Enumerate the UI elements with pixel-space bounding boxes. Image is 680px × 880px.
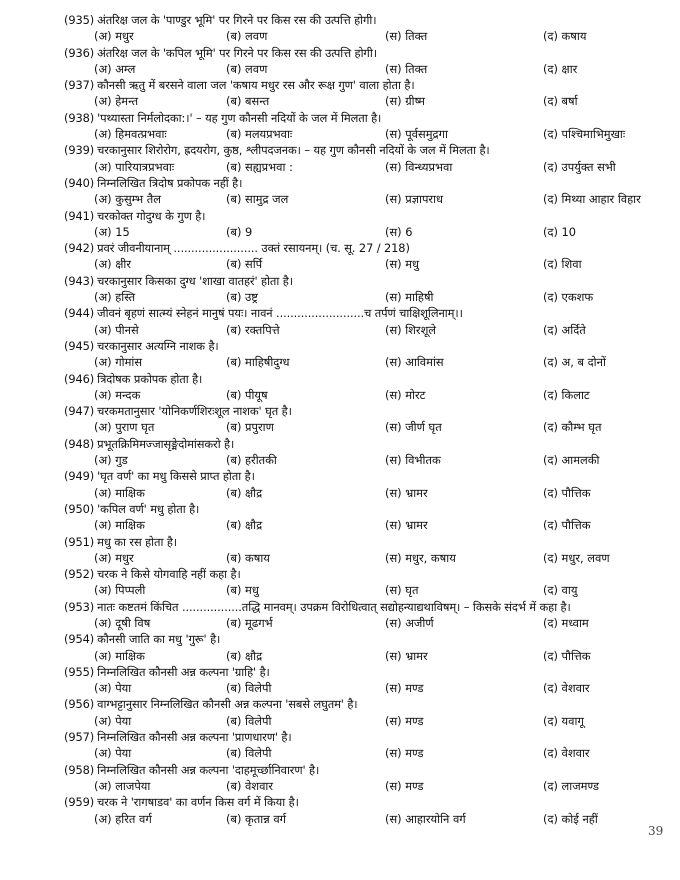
option-b: (ब) मूढगर्भ — [226, 615, 273, 630]
option-a: (अ) मन्दक — [94, 387, 141, 402]
option-a: (अ) 15 — [94, 224, 130, 239]
question-text: 'घृत वर्ण' का मधु किससे प्राप्त होता है। — [97, 469, 255, 484]
question-line — [0, 12, 680, 28]
question-item — [0, 436, 680, 469]
question-item — [0, 664, 680, 697]
option-d: (द) एकशफ — [543, 290, 594, 305]
question-line — [0, 371, 680, 387]
option-d: (द) मधुर, लवण — [543, 550, 610, 565]
option-c: (स) विन्ध्यप्रभवा — [385, 159, 453, 174]
question-item — [0, 45, 680, 78]
question-item — [0, 566, 680, 599]
option-d: (द) अ, ब दोनों — [543, 355, 606, 370]
option-a: (अ) पुराण घृत — [94, 420, 155, 435]
option-a: (अ) पेया — [94, 681, 132, 696]
option-c: (स) पूर्वसमुद्रगा — [385, 127, 448, 142]
question-list — [0, 12, 680, 827]
question-line — [0, 77, 680, 93]
option-d: (द) कोई नहीं — [543, 811, 598, 826]
question-text: 'कपिल वर्ण' मधु होता है। — [97, 501, 200, 516]
option-a: (अ) क्षीर — [94, 257, 131, 272]
option-a: (अ) गुड — [94, 453, 128, 468]
question-item — [0, 631, 680, 664]
question-number: (938) — [64, 110, 95, 125]
question-number: (951) — [64, 534, 95, 549]
question-item — [0, 175, 680, 208]
option-d: (द) क्षार — [543, 61, 578, 76]
option-c: (स) माहिषी — [385, 290, 434, 305]
options-row — [0, 126, 680, 142]
option-c: (स) 6 — [385, 224, 413, 239]
option-d: (द) कौम्भ घृत — [543, 420, 602, 435]
option-a: (अ) पीनसे — [94, 322, 139, 337]
option-b: (ब) लवण — [226, 61, 268, 76]
question-number: (950) — [64, 501, 95, 516]
option-a: (अ) पिप्पली — [94, 583, 146, 598]
option-a: (अ) हिमवत्प्रभवाः — [94, 127, 167, 142]
option-c: (स) भ्रामर — [385, 648, 428, 663]
question-item — [0, 110, 680, 143]
option-d: (द) मिथ्या आहार विहार — [543, 192, 641, 207]
options-row — [0, 256, 680, 272]
question-line — [0, 729, 680, 745]
option-b: (ब) विलेपी — [226, 713, 272, 728]
option-c: (स) शिरशूले — [385, 322, 437, 337]
question-line — [0, 45, 680, 61]
question-line — [0, 403, 680, 419]
option-b: (ब) मधु — [226, 583, 259, 598]
option-c: (स) विभीतक — [385, 453, 441, 468]
option-a: (अ) मधुर — [94, 29, 134, 44]
question-line — [0, 534, 680, 550]
question-line — [0, 208, 680, 224]
question-number: (941) — [64, 208, 95, 223]
options-row — [0, 713, 680, 729]
question-text: 'पथ्यास्ता निर्मलोदका:।' – यह गुण कौनसी नदियों के जल में मिलता है। — [97, 110, 382, 125]
options-row — [0, 452, 680, 468]
option-c: (स) जीर्ण घृत — [385, 420, 442, 435]
options-row — [0, 93, 680, 109]
question-text: चरकमतानुसार 'योनिकर्णशिरःशूल नाशक' घृत है। — [97, 404, 292, 419]
option-a: (अ) गोमांस — [94, 355, 143, 370]
option-d: (द) पश्चिमाभिमुखाः — [543, 127, 626, 142]
option-a: (अ) हेमन्त — [94, 94, 139, 109]
option-a: (अ) पेया — [94, 713, 132, 728]
question-text: निम्नलिखित त्रिदोष प्रकोपक नहीं है। — [97, 175, 243, 190]
question-item — [0, 403, 680, 436]
option-b: (ब) क्षौद्र — [226, 485, 263, 500]
option-c: (स) मोरट — [385, 387, 426, 402]
option-a: (अ) माक्षिक — [94, 485, 145, 500]
options-row — [0, 615, 680, 631]
option-c: (स) ग्रीष्म — [385, 94, 425, 109]
options-row — [0, 485, 680, 501]
option-d: (द) पौत्तिक — [543, 485, 591, 500]
option-b: (ब) माहिषीदुग्ध — [226, 355, 290, 370]
question-text: प्रभूतक्रिमिमज्जासृङ्मेदोमांसकरो है। — [97, 436, 235, 451]
options-row — [0, 224, 680, 240]
question-line — [0, 110, 680, 126]
question-text: चरकानुसार किसका दुग्ध 'शाखा वातहरं' होता है। — [97, 273, 293, 288]
option-d: (द) किलाट — [543, 387, 590, 402]
question-item — [0, 794, 680, 827]
question-item — [0, 142, 680, 175]
option-c: (स) तिक्त — [385, 61, 428, 76]
option-c: (स) तिक्त — [385, 29, 428, 44]
question-item — [0, 77, 680, 110]
question-text: निम्नलिखित कौनसी अन्न कल्पना 'ग्राहि' है। — [97, 664, 270, 679]
options-row — [0, 419, 680, 435]
option-a: (अ) हस्ति — [94, 290, 136, 305]
option-d: (द) पौत्तिक — [543, 518, 591, 533]
question-text: त्रिदोषक प्रकोपक होता है। — [97, 371, 203, 386]
option-d: (द) कषाय — [543, 29, 587, 44]
question-line — [0, 599, 680, 615]
option-c: (स) भ्रामर — [385, 518, 428, 533]
question-text: निम्नलिखित कौनसी अन्न कल्पना 'प्राणधारण' है। — [97, 730, 292, 745]
option-a: (अ) कुसुम्भ तैल — [94, 192, 161, 207]
option-b: (ब) कषाय — [226, 550, 270, 565]
question-number: (949) — [64, 469, 95, 484]
option-d: (द) यवागू — [543, 713, 584, 728]
question-line — [0, 501, 680, 517]
option-d: (द) वेशवार — [543, 681, 590, 696]
question-item — [0, 338, 680, 371]
option-b: (ब) क्षौद्र — [226, 518, 263, 533]
option-a: (अ) दूषी विष — [94, 615, 151, 630]
options-row — [0, 289, 680, 305]
question-number: (952) — [64, 567, 95, 582]
question-text: प्रवरं जीवनीयानाम् ........................ उक्तं रसायनम्। (च. सू. 27 / 218) — [97, 241, 410, 256]
option-c: (स) आहारयोनि वर्ग — [385, 811, 466, 826]
question-number: (944) — [64, 306, 95, 321]
question-number: (937) — [64, 78, 95, 93]
question-item — [0, 468, 680, 501]
question-item — [0, 729, 680, 762]
question-line — [0, 142, 680, 158]
option-d: (द) अर्दिते — [543, 322, 586, 337]
question-line — [0, 696, 680, 712]
question-number: (935) — [64, 13, 95, 27]
question-number: (936) — [64, 45, 95, 60]
option-d: (द) शिवा — [543, 257, 582, 272]
options-row — [0, 582, 680, 598]
option-d: (द) बर्षा — [543, 94, 578, 109]
option-b: (ब) 9 — [226, 224, 253, 239]
question-line — [0, 273, 680, 289]
question-line — [0, 664, 680, 680]
question-text: निम्नलिखित कौनसी अन्न कल्पना 'दाहमूर्च्छानिवारण' है। — [97, 762, 320, 777]
page-number: 39 — [648, 824, 664, 838]
option-b: (ब) वेशवार — [226, 778, 274, 793]
options-row — [0, 745, 680, 761]
option-d: (द) पौत्तिक — [543, 648, 591, 663]
option-c: (स) घृत — [385, 583, 419, 598]
question-text: चरकानुसार शिरोरोग, ह्रदयरोग, कुष्ठ, श्लीपदजनक। – यह गुण कौनसी नदियों के जल में मिलता है। — [97, 143, 490, 158]
option-b: (ब) लवण — [226, 29, 268, 44]
option-d: (द) मध्वाम — [543, 615, 589, 630]
option-a: (अ) माक्षिक — [94, 648, 145, 663]
question-item — [0, 12, 680, 45]
option-c: (स) प्रज्ञापराध — [385, 192, 444, 207]
options-row — [0, 159, 680, 175]
question-number: (939) — [64, 143, 95, 158]
question-text: कौनसी जाति का मधु 'गुरू' है। — [97, 632, 221, 647]
question-text: नातः कष्टतमं किंचित .................तद्धि मानवम्। उपक्रम विरोधित्वात् सद्योहन्याद्यथाविषम्। – किसके संदर्भ में कहा है। — [97, 599, 571, 614]
option-b: (ब) हरीतकी — [226, 453, 277, 468]
question-line — [0, 762, 680, 778]
options-row — [0, 354, 680, 370]
question-line — [0, 436, 680, 452]
question-number: (947) — [64, 404, 95, 419]
question-text: चरकानुसार अत्यग्नि नाशक है। — [97, 338, 219, 353]
options-row — [0, 648, 680, 664]
question-text: वाग्भट्टानुसार निम्नलिखित कौनसी अन्न कल्पना 'सबसे लघुतम' है। — [97, 697, 358, 712]
option-b: (ब) कृतान्न वर्ग — [226, 811, 287, 826]
question-line — [0, 305, 680, 321]
option-b: (ब) बसन्त — [226, 94, 270, 109]
options-row — [0, 811, 680, 827]
option-d: (द) उपर्युक्त सभी — [543, 159, 616, 174]
option-c: (स) मण्ड — [385, 713, 424, 728]
question-item — [0, 305, 680, 338]
question-number: (955) — [64, 664, 95, 679]
option-c: (स) मण्ड — [385, 681, 424, 696]
question-item — [0, 208, 680, 241]
option-b: (ब) सामुद्र जल — [226, 192, 289, 207]
question-line — [0, 631, 680, 647]
question-item — [0, 534, 680, 567]
option-a: (अ) माक्षिक — [94, 518, 145, 533]
options-row — [0, 680, 680, 696]
question-line — [0, 175, 680, 191]
option-b: (ब) सह्यप्रभवा : — [226, 159, 293, 174]
question-item — [0, 240, 680, 273]
question-item — [0, 762, 680, 795]
option-c: (स) मधु — [385, 257, 420, 272]
option-a: (अ) हरित वर्ग — [94, 811, 152, 826]
option-a: (अ) अम्ल — [94, 61, 136, 76]
question-line — [0, 794, 680, 810]
question-line — [0, 338, 680, 354]
option-d: (द) वेशवार — [543, 746, 590, 761]
option-a: (अ) पारियात्रप्रभवाः — [94, 159, 175, 174]
question-text: चरकोक्त गोदुग्ध के गुण है। — [97, 208, 206, 223]
question-number: (956) — [64, 697, 95, 712]
option-d: (द) आमलकी — [543, 453, 600, 468]
question-number: (945) — [64, 338, 95, 353]
question-number: (943) — [64, 273, 95, 288]
question-number: (957) — [64, 730, 95, 745]
question-number: (942) — [64, 241, 95, 256]
question-number: (958) — [64, 762, 95, 777]
option-d: (द) लाजमण्ड — [543, 778, 599, 793]
question-text: जीवनं बृहणं सात्म्यं स्नेहनं मानुषं पयः। नावनं .........................च तर्पणं चाक्षिशूलिनाम्।। — [97, 306, 463, 321]
options-row — [0, 61, 680, 77]
question-item — [0, 696, 680, 729]
question-number: (953) — [64, 599, 95, 614]
options-row — [0, 387, 680, 403]
question-number: (954) — [64, 632, 95, 647]
question-text: मधु का रस होता है। — [97, 534, 178, 549]
option-c: (स) मधुर, कषाय — [385, 550, 456, 565]
option-c: (स) मण्ड — [385, 778, 424, 793]
option-a: (अ) मधुर — [94, 550, 134, 565]
option-b: (ब) क्षौद्र — [226, 648, 263, 663]
question-item — [0, 599, 680, 632]
question-number: (959) — [64, 795, 95, 810]
option-c: (स) आविमांस — [385, 355, 444, 370]
question-number: (940) — [64, 175, 95, 190]
option-a: (अ) पेया — [94, 746, 132, 761]
option-d: (द) 10 — [543, 224, 577, 239]
question-line — [0, 240, 680, 256]
option-b: (ब) प्रपुराण — [226, 420, 274, 435]
question-text: अंतरिक्ष जल के 'पाण्डुर भूमि' पर गिरने पर किस रस की उत्पत्ति होगी। — [97, 13, 377, 27]
question-text: चरक ने 'रागषाडव' का वर्णन किस वर्ग में किया है। — [97, 795, 299, 810]
question-item — [0, 371, 680, 404]
options-row — [0, 550, 680, 566]
option-b: (ब) रक्तपित्ते — [226, 322, 280, 337]
option-c: (स) मण्ड — [385, 746, 424, 761]
option-a: (अ) लाजपेया — [94, 778, 151, 793]
option-b: (ब) उष्ट्र — [226, 290, 258, 305]
question-item — [0, 273, 680, 306]
option-d: (द) वायु — [543, 583, 578, 598]
options-row — [0, 28, 680, 44]
question-number: (946) — [64, 371, 95, 386]
question-text: अंतरिक्ष जल के 'कपिल भूमि' पर गिरने पर किस रस की उत्पत्ति होगी। — [97, 45, 377, 60]
option-b: (ब) सर्पि — [226, 257, 263, 272]
question-line — [0, 468, 680, 484]
options-row — [0, 191, 680, 207]
question-text: कौनसी ऋतु में बरसने वाला जल 'कषाय मधुर रस और रूक्ष गुण' वाला होता है। — [97, 78, 415, 93]
question-text: चरक ने किसे योगवाहि नहीं कहा है। — [97, 567, 241, 582]
question-item — [0, 501, 680, 534]
question-line — [0, 566, 680, 582]
option-b: (ब) मलयप्रभवाः — [226, 127, 293, 142]
option-b: (ब) विलेपी — [226, 681, 272, 696]
options-row — [0, 517, 680, 533]
option-b: (ब) पीयूष — [226, 387, 268, 402]
question-number: (948) — [64, 436, 95, 451]
option-c: (स) भ्रामर — [385, 485, 428, 500]
option-c: (स) अजीर्ण — [385, 615, 434, 630]
options-row — [0, 322, 680, 338]
option-b: (ब) विलेपी — [226, 746, 272, 761]
options-row — [0, 778, 680, 794]
